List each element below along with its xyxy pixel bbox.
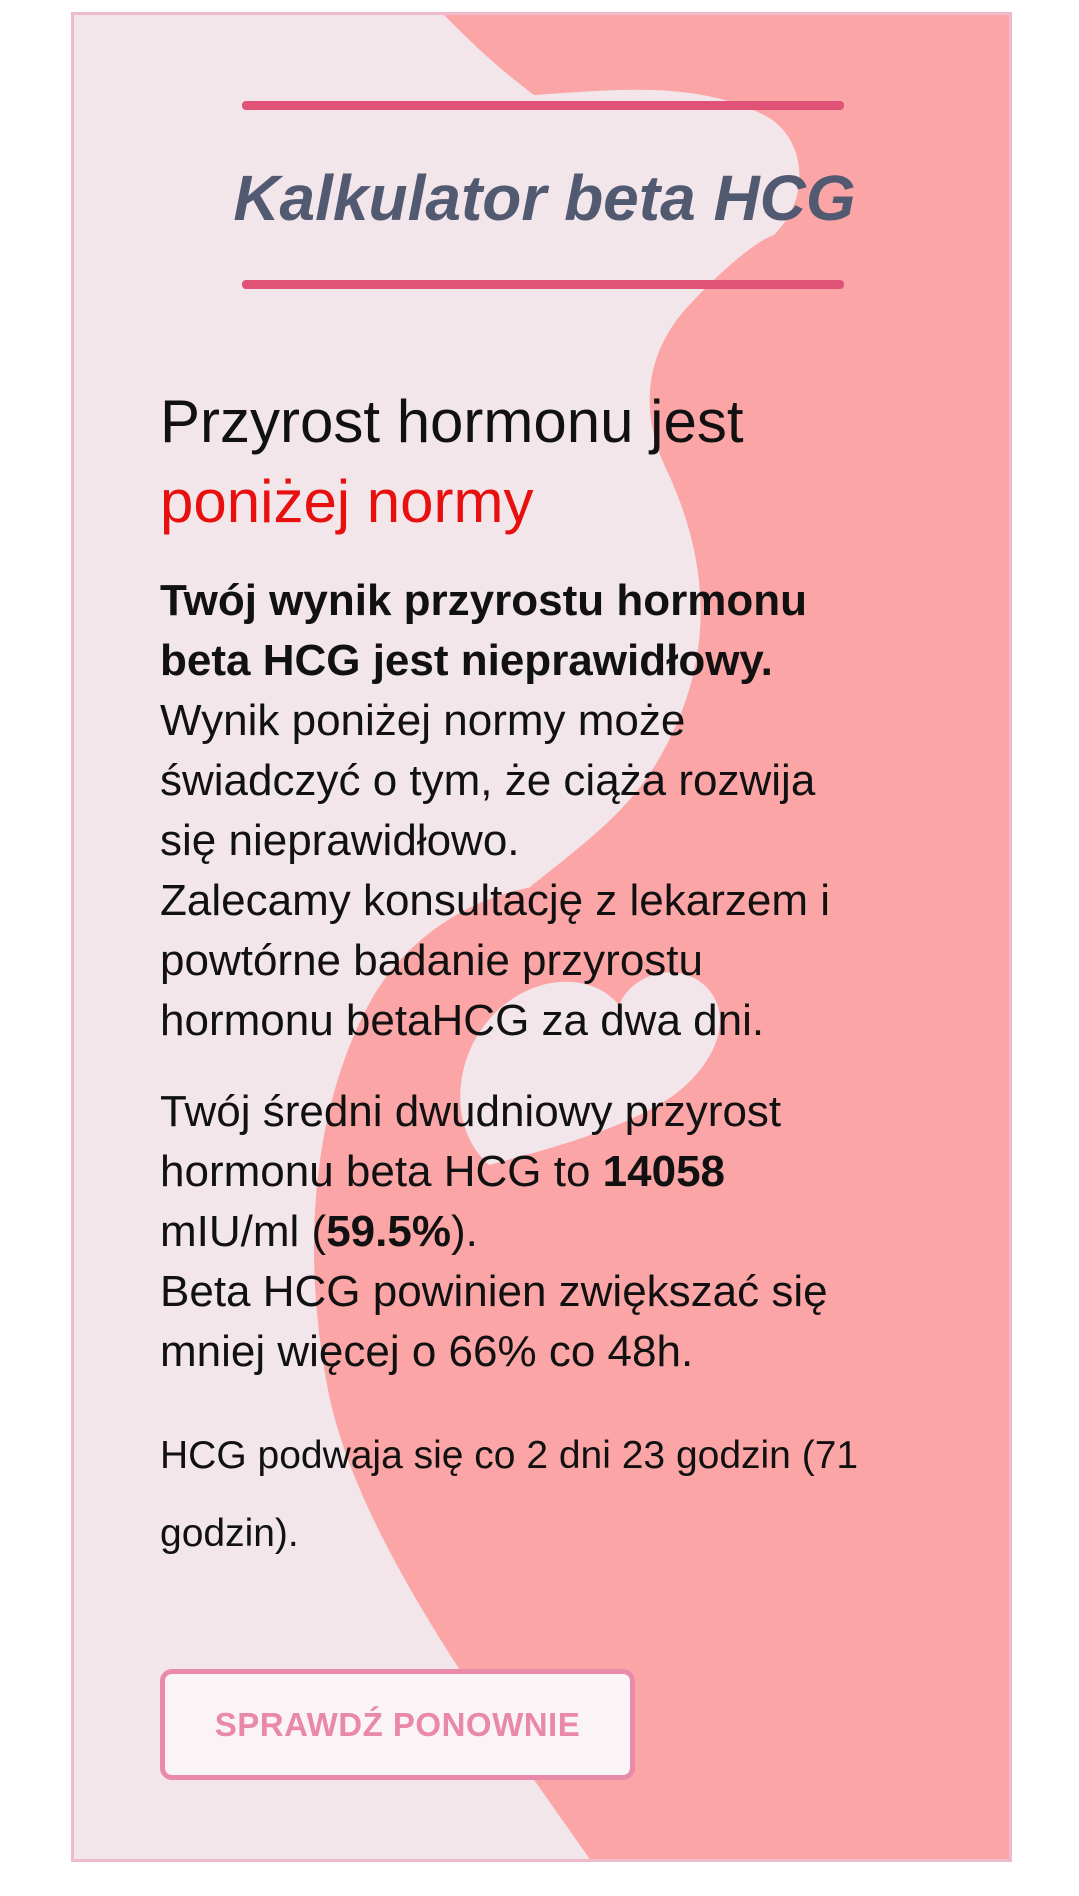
info-line-2: świadczyć o tym, że ciąża rozwija (160, 756, 816, 805)
calculator-card (71, 12, 1012, 1862)
info-line-3: się nieprawidłowo. (160, 816, 520, 865)
title-divider-bottom (242, 280, 844, 289)
norm-line-1: Beta HCG powinien zwiększać się (160, 1267, 828, 1316)
advice-line-3: hormonu betaHCG za dwa dni. (160, 996, 765, 1045)
unit-suffix: ). (450, 1207, 478, 1256)
check-again-button[interactable]: SPRAWDŹ PONOWNIE (160, 1669, 635, 1780)
title-divider-top (242, 101, 844, 110)
avg-growth-line-1: Twój średni dwudniowy przyrost (160, 1087, 782, 1136)
unit-prefix: mIU/ml ( (160, 1207, 327, 1256)
doubling-time: HCG podwaja się co 2 dni 23 godzin (71 godzin). (160, 1434, 859, 1555)
growth-stats (160, 1082, 950, 1382)
result-content (74, 15, 1012, 1862)
norm-line-2: mniej więcej o 66% co 48h. (160, 1327, 694, 1376)
result-status: poniżej normy (160, 468, 534, 535)
avg-growth-line-3 (160, 1202, 950, 1262)
advice-line-1: Zalecamy konsultację z lekarzem i (160, 876, 831, 925)
growth-percent: 59.5% (326, 1207, 451, 1256)
result-description (160, 571, 950, 1051)
avg-growth-line-2 (160, 1142, 950, 1202)
avg-growth-value: 14058 (602, 1147, 726, 1196)
verdict-line-1: Twój wynik przyrostu hormonu (160, 576, 807, 625)
page-title: Kalkulator beta HCG (233, 162, 856, 234)
info-line-1: Wynik poniżej normy może (160, 696, 686, 745)
headline-text: Przyrost hormonu jest (160, 388, 744, 455)
verdict-line-2: beta HCG jest nieprawidłowy. (160, 636, 773, 685)
result-headline (160, 382, 950, 542)
advice-line-2: powtórne badanie przyrostu (160, 936, 703, 985)
avg-growth-prefix: hormonu beta HCG to (160, 1147, 603, 1196)
